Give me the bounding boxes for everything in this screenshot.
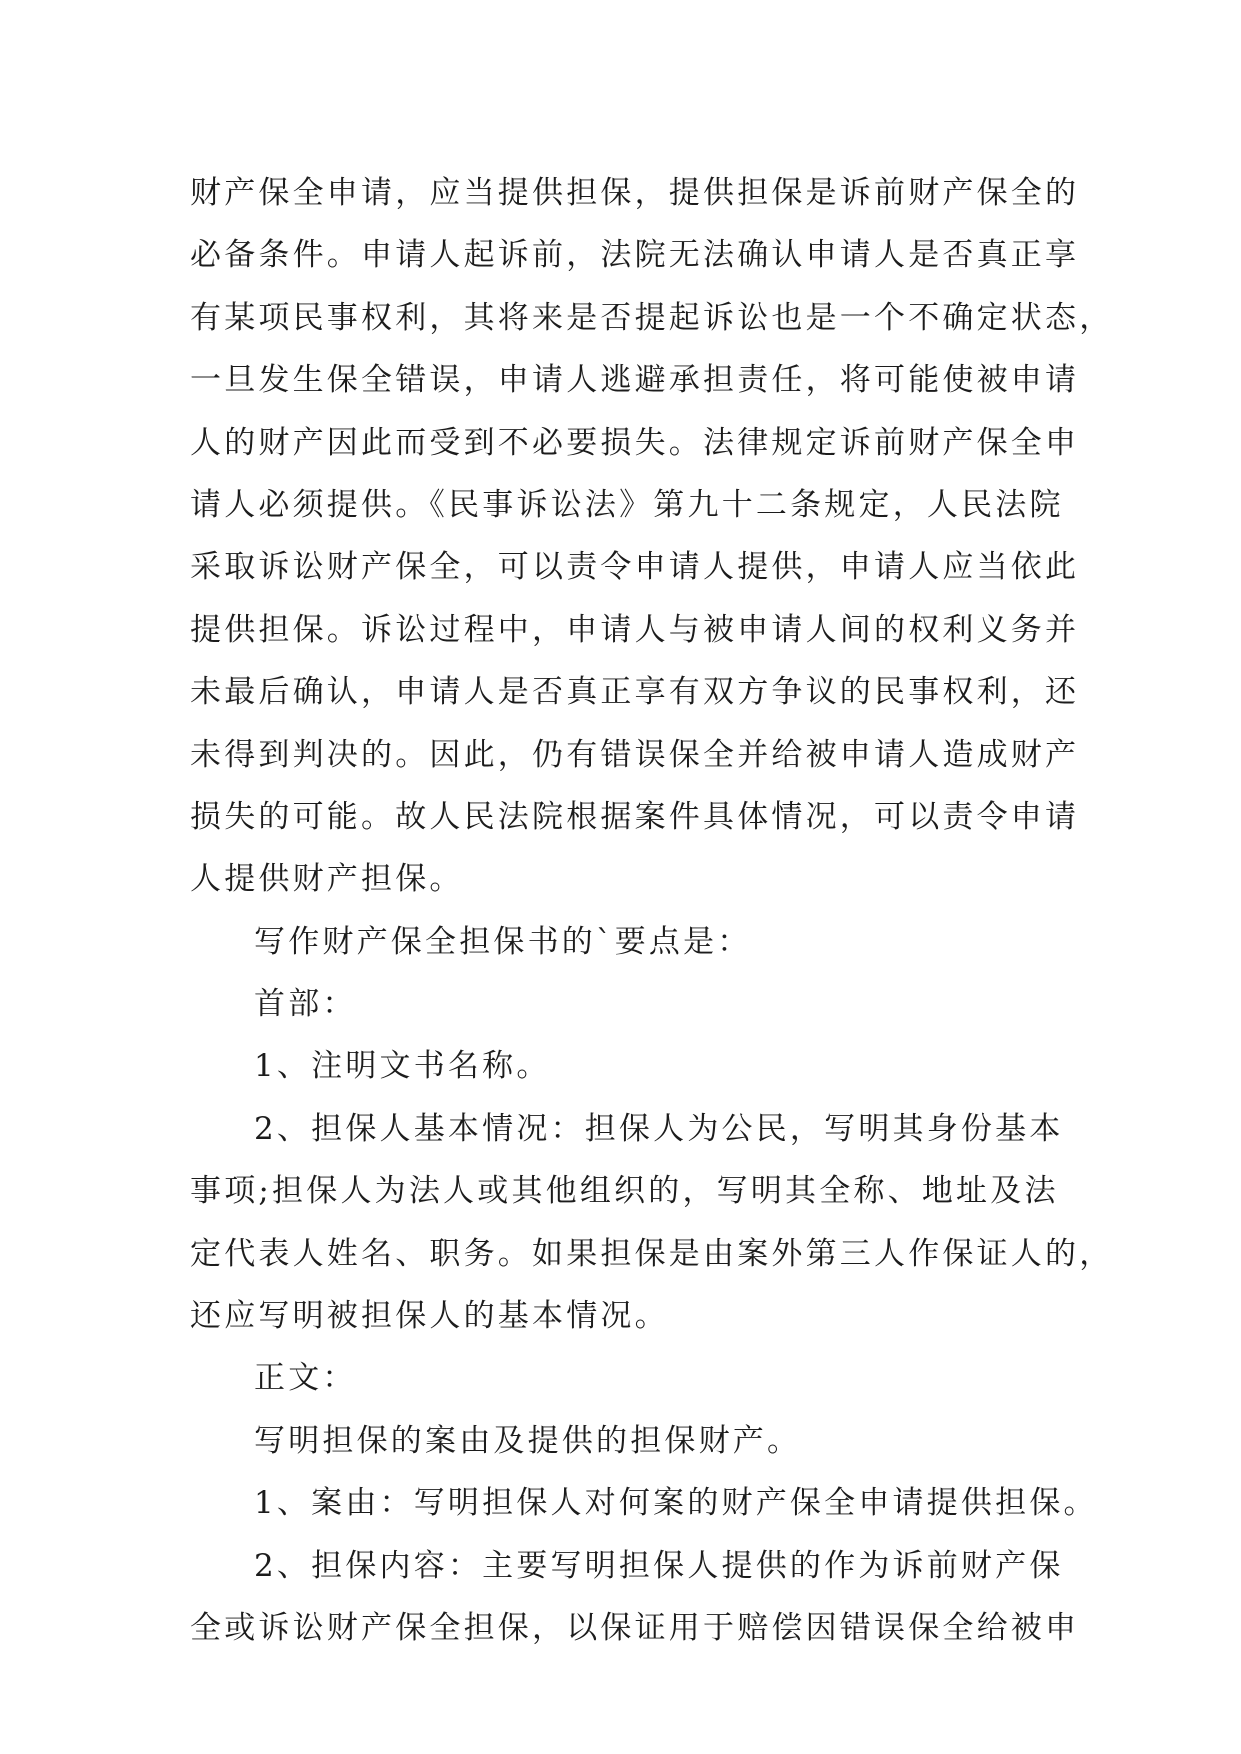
- text-line: 损失的可能。故人民法院根据案件具体情况，可以责令申请: [190, 798, 1080, 835]
- text-line: 全或诉讼财产保全担保，以保证用于赔偿因错误保全给被申: [190, 1609, 1080, 1646]
- text-line: 定代表人姓名、职务。如果担保是由案外第三人作保证人的，: [190, 1235, 1114, 1272]
- text-line: 一旦发生保全错误，申请人逃避承担责任，将可能使被申请: [190, 362, 1080, 399]
- text-line: 采取诉讼财产保全，可以责令申请人提供，申请人应当依此: [190, 549, 1080, 586]
- paragraph-first-line: 写明担保的案由及提供的担保财产。: [254, 1422, 802, 1459]
- paragraph-first-line: 1、注明文书名称。: [254, 1048, 551, 1085]
- text-line: 还应写明被担保人的基本情况。: [190, 1298, 669, 1335]
- text-line: 事项;担保人为法人或其他组织的，写明其全称、地址及法: [190, 1173, 1059, 1210]
- text-line: 请人必须提供。《民事诉讼法》第九十二条规定，人民法院: [190, 486, 1064, 523]
- document-body: [190, 162, 1114, 1659]
- paragraph-first-line: 2、担保内容：主要写明担保人提供的作为诉前财产保: [254, 1547, 1064, 1584]
- text-line: 未最后确认，申请人是否真正享有双方争议的民事权利，还: [190, 674, 1080, 711]
- text-line: 必备条件。申请人起诉前，法院无法确认申请人是否真正享: [190, 237, 1080, 274]
- text-line: 财产保全申请，应当提供担保，提供担保是诉前财产保全的: [190, 175, 1080, 211]
- text-line: 未得到判决的。因此，仍有错误保全并给被申请人造成财产: [190, 736, 1080, 773]
- text-line: 有某项民事权利，其将来是否提起诉讼也是一个不确定状态，: [190, 299, 1114, 336]
- text-line: 人提供财产担保。: [190, 861, 464, 898]
- text-line: 人的财产因此而受到不必要损失。法律规定诉前财产保全申: [190, 424, 1080, 461]
- section-heading: 正文：: [254, 1360, 357, 1397]
- text-line: 提供担保。诉讼过程中，申请人与被申请人间的权利义务并: [190, 611, 1080, 648]
- paragraph-first-line: 1、案由：写明担保人对何案的财产保全申请提供担保。: [254, 1485, 1098, 1522]
- section-heading: 首部：: [254, 986, 357, 1023]
- paragraph-first-line: 2、担保人基本情况：担保人为公民，写明其身份基本: [254, 1110, 1064, 1147]
- paragraph-first-line: 写作财产保全担保书的`要点是：: [254, 923, 752, 960]
